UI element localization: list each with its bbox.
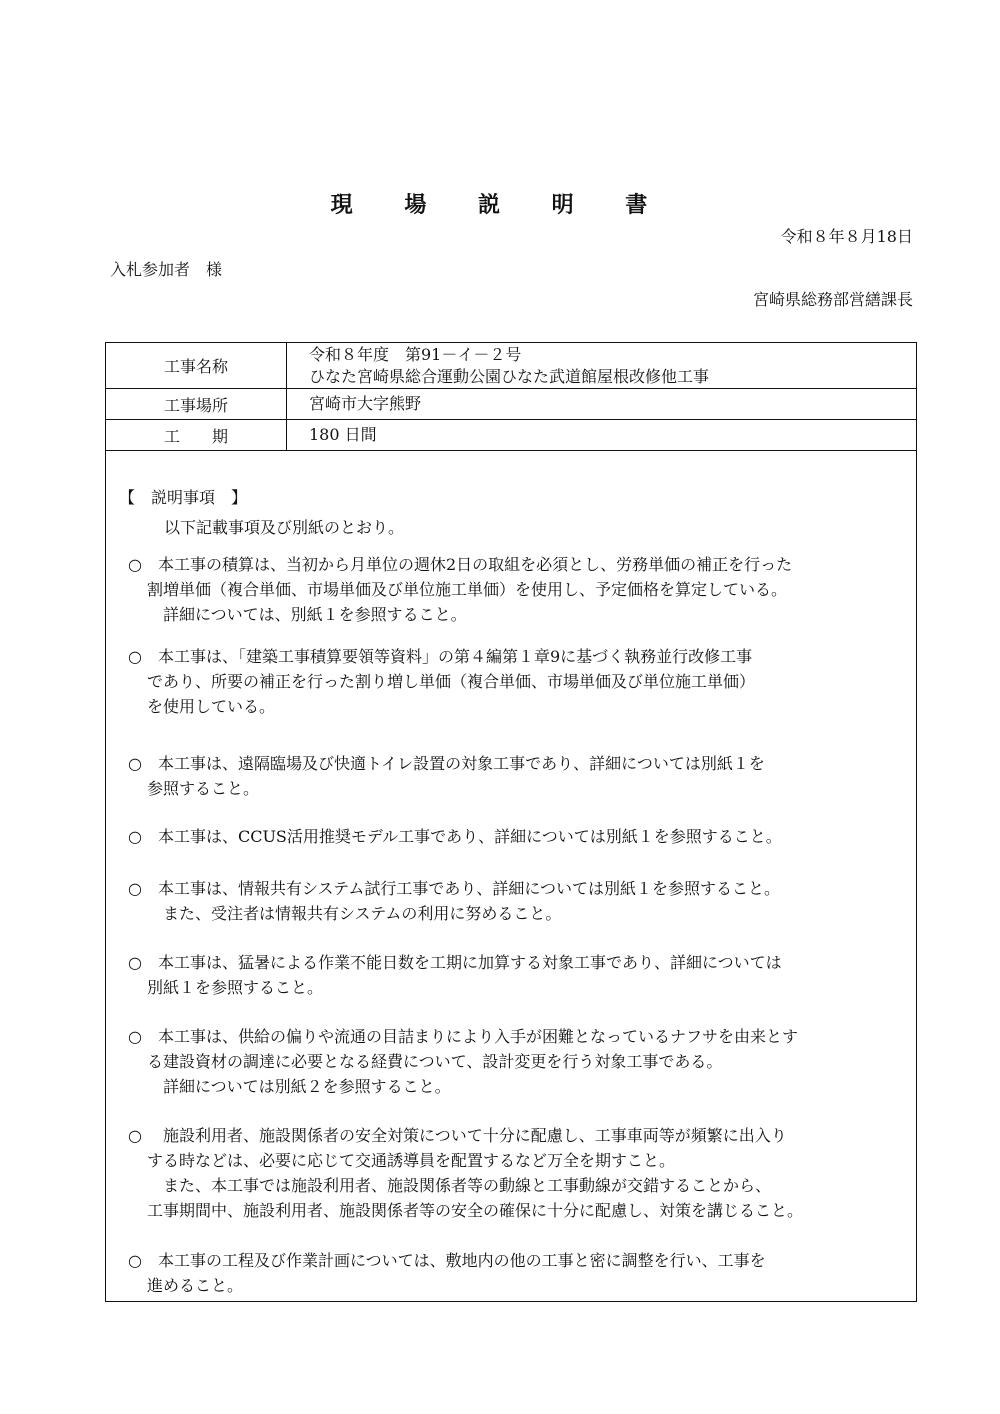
note-line: 参照すること。 bbox=[147, 779, 260, 798]
notes-intro: 以下記載事項及び別紙のとおり。 bbox=[164, 518, 405, 537]
note-line: ○ 本工事は、供給の偏りや流通の目詰まりにより入手が困難となっているナフサを由来とす bbox=[128, 1027, 798, 1046]
explanation-frame bbox=[105, 342, 917, 1302]
note-line: ○ 本工事は、猛暑による作業不能日数を工期に加算する対象工事であり、詳細については bbox=[128, 953, 782, 972]
issuer: 宮崎県総務部営繕課長 bbox=[752, 290, 913, 309]
project-info-table bbox=[106, 343, 916, 451]
note-line: 工事期間中、施設利用者、施設関係者等の安全の確保に十分に配慮し、対策を講じること。 bbox=[147, 1201, 804, 1220]
note-line: ○ 本工事は、CCUS活用推奨モデル工事であり、詳細については別紙１を参照すること。 bbox=[128, 827, 782, 846]
note-line: ○ 本工事の積算は、当初から月単位の週休2日の取組を必須とし、労務単価の補正を行った bbox=[128, 555, 793, 574]
note-line: ○ 本工事は、遠隔臨場及び快適トイレ設置の対象工事であり、詳細については別紙１を bbox=[128, 754, 765, 773]
row-project-period bbox=[106, 420, 916, 451]
project-period-label: 工 期 bbox=[106, 420, 287, 451]
note-line: また、受注者は情報共有システムの利用に努めること。 bbox=[147, 904, 562, 923]
project-name-line2: ひなた宮崎県総合運動公園ひなた武道館屋根改修他工事 bbox=[309, 366, 710, 386]
note-line: ○ 本工事は、情報共有システム試行工事であり、詳細については別紙１を参照すること。 bbox=[128, 879, 781, 898]
note-line: 割増単価（複合単価、市場単価及び単位施工単価）を使用し、予定価格を算定している。 bbox=[147, 580, 788, 599]
project-place-label: 工事場所 bbox=[106, 389, 287, 420]
note-line: であり、所要の補正を行った割り増し単価（複合単価、市場単価及び単位施工単価） bbox=[147, 672, 756, 691]
project-name-value bbox=[287, 343, 917, 389]
addressee: 入札参加者 様 bbox=[110, 260, 223, 279]
note-line: る建設資材の調達に必要となる経費について、設計変更を行う対象工事である。 bbox=[147, 1052, 723, 1071]
note-line: 別紙１を参照すること。 bbox=[147, 978, 324, 997]
note-line: ○ 本工事の工程及び作業計画については、敷地内の他の工事と密に調整を行い、工事を bbox=[128, 1251, 766, 1270]
row-project-name bbox=[106, 343, 916, 389]
project-name-line1: 令和８年度 第91－イ－２号 bbox=[309, 344, 522, 364]
section-heading: 【 説明事項 】 bbox=[119, 488, 248, 507]
note-line: する時などは、必要に応じて交通誘導員を配置するなど万全を期すこと。 bbox=[147, 1151, 676, 1170]
note-line: 詳細については別紙２を参照すること。 bbox=[147, 1077, 451, 1096]
document-title: 現 場 説 明 書 bbox=[330, 193, 670, 218]
note-line: 進めること。 bbox=[147, 1276, 244, 1295]
project-period-value: 180 日間 bbox=[287, 420, 917, 451]
project-name-label: 工事名称 bbox=[106, 343, 287, 389]
note-line: 詳細については、別紙１を参照すること。 bbox=[147, 605, 467, 624]
note-line: ○ 本工事は、「建築工事積算要領等資料」の第４編第１章9に基づく執務並行改修工事 bbox=[128, 647, 753, 666]
note-line: また、本工事では施設利用者、施設関係者等の動線と工事動線が交錯することから、 bbox=[147, 1176, 772, 1195]
issue-date: 令和８年８月18日 bbox=[780, 227, 913, 246]
note-line: を使用している。 bbox=[147, 697, 276, 716]
project-place-value: 宮崎市大字熊野 bbox=[287, 389, 917, 420]
row-project-place bbox=[106, 389, 916, 420]
note-line: ○ 施設利用者、施設関係者の安全対策について十分に配慮し、工事車両等が頻繁に出入り bbox=[128, 1126, 787, 1145]
